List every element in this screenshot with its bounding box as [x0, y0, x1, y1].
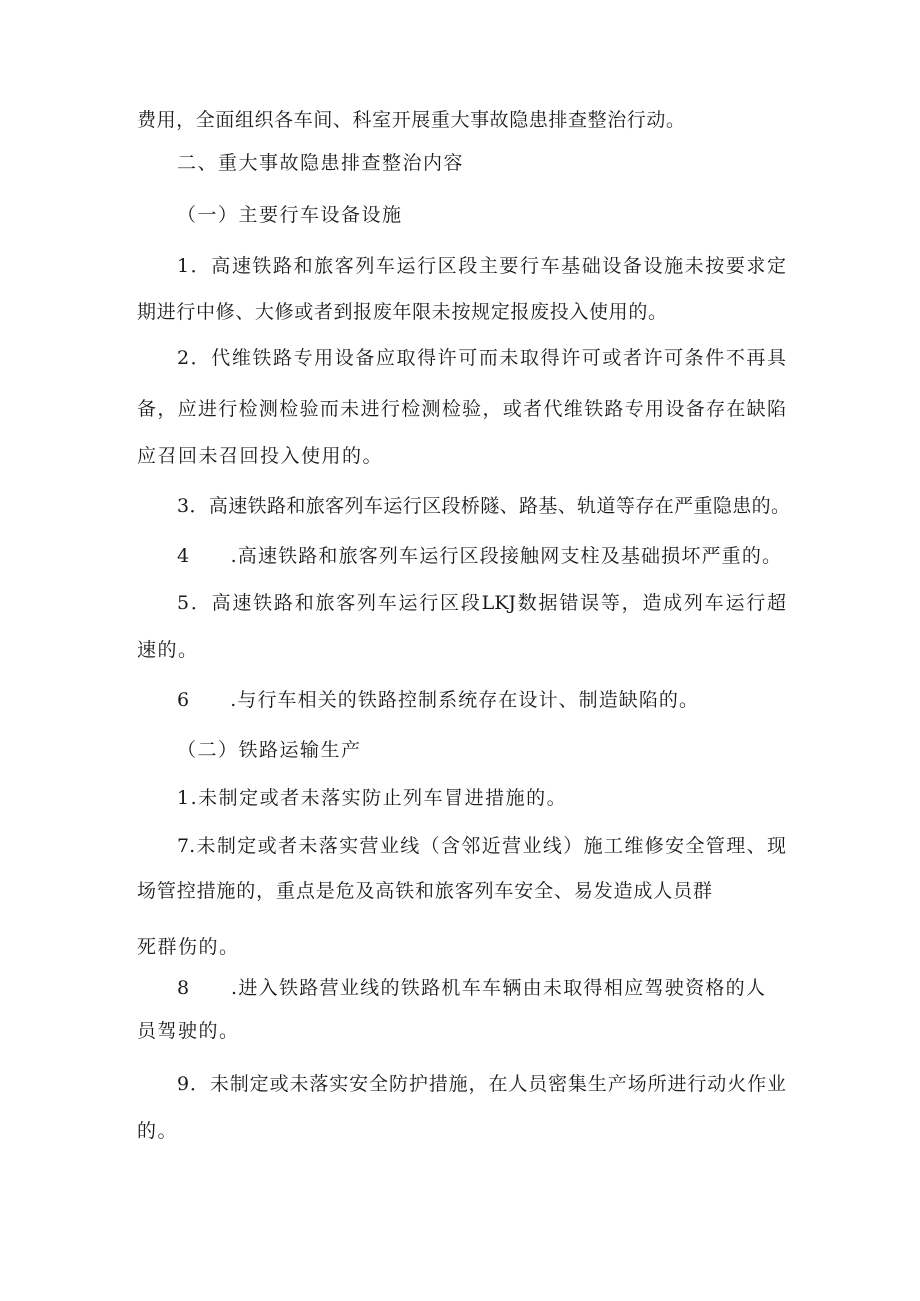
list-item-line: 4 .高速铁路和旅客列车运行区段接触网支柱及基础损坏严重的。 [177, 545, 781, 567]
list-item-line: 的。 [137, 1120, 179, 1142]
list-item-line: 9．未制定或未落实安全防护措施，在人员密集生产场所进行动火作业 [177, 1073, 786, 1095]
paragraph-line: 费用，全面组织各车间、科室开展重大事故隐患排查整治行动。 [137, 109, 685, 131]
list-item-line: 期进行中修、大修或者到报废年限未按规定报废投入使用的。 [137, 301, 667, 323]
list-item-line: 应召回未召回投入使用的。 [137, 445, 384, 467]
subsection-heading: （二）铁路运输生产 [177, 739, 362, 761]
list-item-line: 8 .进入铁路营业线的铁路机车车辆由未取得相应驾驶资格的人 [177, 977, 765, 999]
list-item-line: 1.未制定或者未落实防止列车冒进措施的。 [177, 787, 568, 809]
list-item-line: 员驾驶的。 [137, 1020, 240, 1042]
section-heading: 二、重大事故隐患排查整治内容 [177, 152, 465, 174]
subsection-heading: （一）主要行车设备设施 [177, 204, 403, 226]
list-item-line: 7.未制定或者未落实营业线（含邻近营业线）施工维修安全管理、现 [177, 835, 786, 857]
list-item-line: 3．高速铁路和旅客列车运行区段桥隧、路基、轨道等存在严重隐患的。 [177, 495, 790, 517]
list-item-line: 备，应进行检测检验而未进行检测检验，或者代维铁路专用设备存在缺陷 [137, 398, 786, 420]
list-item-line: 1．高速铁路和旅客列车运行区段主要行车基础设备设施未按要求定 [177, 255, 786, 277]
list-item-line: 6 .与行车相关的铁路控制系统存在设计、制造缺陷的。 [177, 689, 698, 711]
list-item-line: 场管控措施的，重点是危及高铁和旅客列车安全、易发造成人员群 [137, 880, 712, 902]
list-item-line: 5．高速铁路和旅客列车运行区段LKJ数据错误等，造成列车运行超 [177, 592, 786, 614]
list-item-line: 死群伤的。 [137, 936, 240, 958]
list-item-line: 2．代维铁路专用设备应取得许可而未取得许可或者许可条件不再具 [177, 347, 786, 369]
list-item-line: 速的。 [137, 639, 199, 661]
